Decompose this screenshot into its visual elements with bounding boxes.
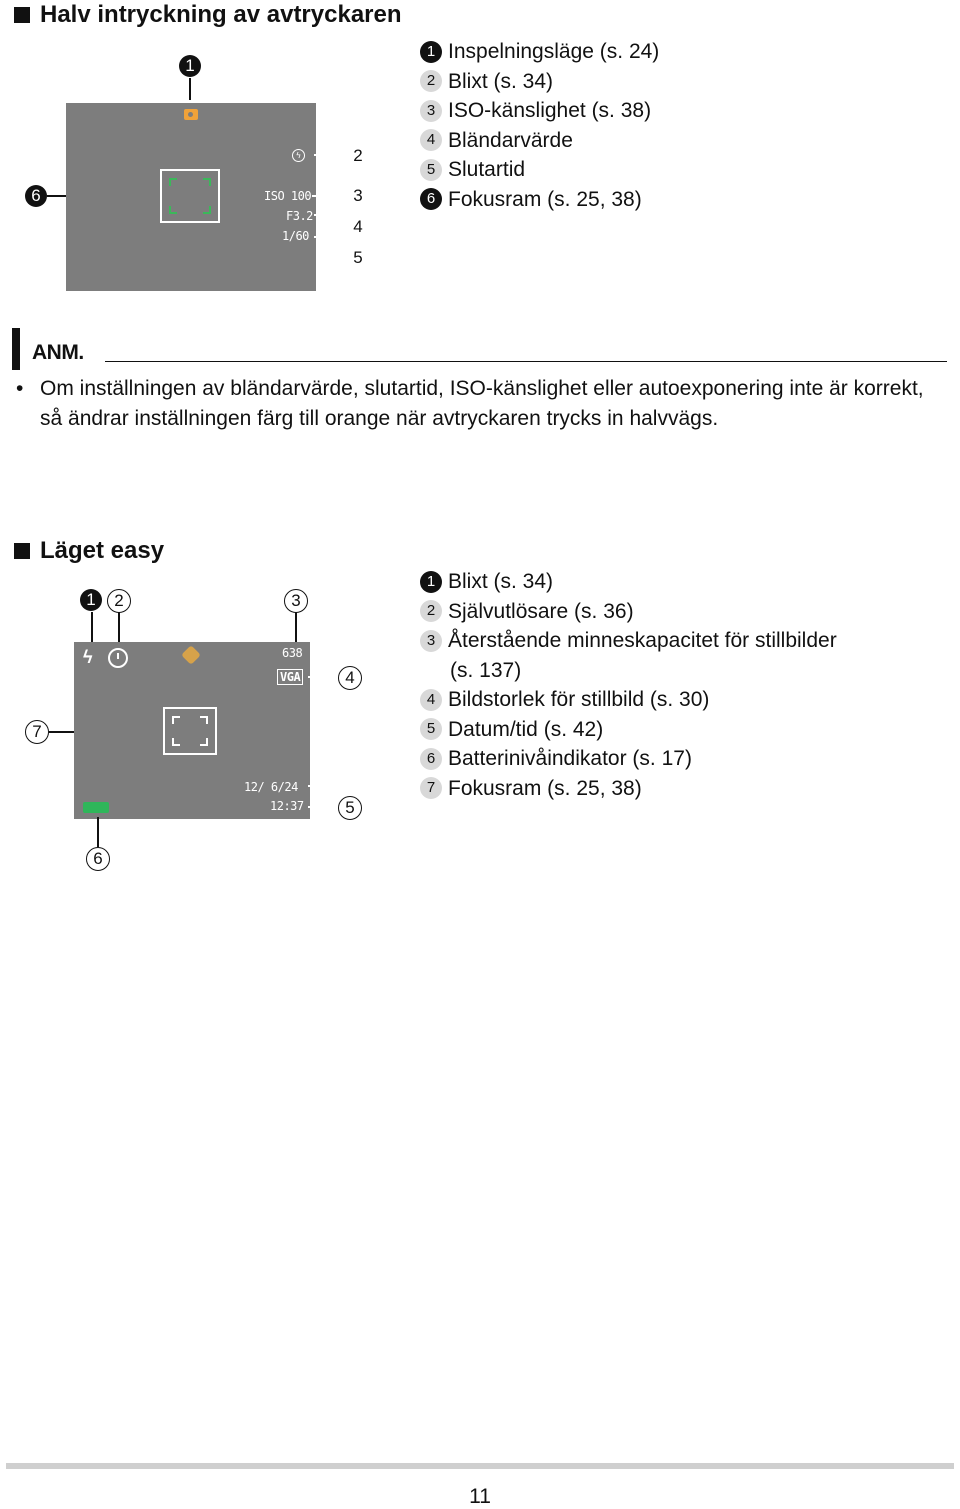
easy-mode-icon xyxy=(181,645,201,665)
easy-mode-diagram xyxy=(0,580,400,880)
focus-frame xyxy=(160,169,220,223)
callout-line xyxy=(189,78,191,100)
callout-5: 5 xyxy=(338,796,362,820)
section-heading-easy-mode xyxy=(14,536,164,566)
self-timer-icon xyxy=(108,648,128,668)
note-rule xyxy=(105,361,947,362)
legend-item: 4 Bildstorlek för stillbild (s. 30) xyxy=(420,685,837,715)
legend-item: 1 Inspelningsläge (s. 24) xyxy=(420,37,659,67)
callout-4: 4 xyxy=(346,215,370,239)
image-size: VGA xyxy=(277,669,303,685)
flash-icon: ϟ xyxy=(83,647,93,667)
legend-item-continued: (s. 137) xyxy=(450,658,522,682)
battery-icon xyxy=(83,802,109,813)
flash-icon: ϟ xyxy=(292,149,305,162)
callout-3: 3 xyxy=(284,589,308,613)
camera-screen xyxy=(66,103,316,291)
page-number: 11 xyxy=(469,1485,491,1508)
time-readout: 12:37 xyxy=(270,799,304,813)
legend-item: 4 Bländarvärde xyxy=(420,126,659,156)
legend-item: 3 Återstående minneskapacitet för stillbilder xyxy=(420,626,837,656)
callout-3: 3 xyxy=(346,184,370,208)
legend-item: 5 Slutartid xyxy=(420,155,659,185)
callout-6: 6 xyxy=(86,847,110,871)
callout-1: 1 xyxy=(179,55,201,77)
note-text: Om inställningen av bländarvärde, slutartid, ISO-känslighet eller autoexponering inte är korrekt, så ändrar inställningen färg till orange när avtryckaren trycks in halvvägs. xyxy=(40,377,924,430)
camera-mode-icon xyxy=(184,109,198,120)
heading-text: Läget easy xyxy=(40,537,165,564)
legend-item: 6 Fokusram (s. 25, 38) xyxy=(420,185,659,215)
note-bar-icon xyxy=(12,328,20,370)
legend-item: 3 ISO-känslighet (s. 38) xyxy=(420,96,659,126)
legend-easy-mode xyxy=(420,567,837,803)
callout-2: 2 xyxy=(346,144,370,168)
aperture-readout: F3.2 xyxy=(286,209,313,223)
callout-4: 4 xyxy=(338,666,362,690)
half-press-diagram xyxy=(0,40,400,300)
shutter-readout: 1/60 xyxy=(282,229,309,243)
callout-7: 7 xyxy=(25,720,49,744)
note-label: ANM. xyxy=(32,341,84,364)
camera-screen xyxy=(74,642,310,819)
date-readout: 12/ 6/24 xyxy=(244,780,298,794)
legend-item: 5 Datum/tid (s. 42) xyxy=(420,715,837,745)
iso-readout: ISO 100 xyxy=(264,189,312,203)
square-bullet-icon xyxy=(14,543,30,559)
legend-half-press xyxy=(420,37,659,214)
legend-item: 2 Självutlösare (s. 36) xyxy=(420,597,837,627)
legend-item: 7 Fokusram (s. 25, 38) xyxy=(420,774,837,804)
focus-frame xyxy=(163,707,217,755)
legend-item: 2 Blixt (s. 34) xyxy=(420,67,659,97)
remaining-shots: 638 xyxy=(282,646,303,660)
legend-item: 1 Blixt (s. 34) xyxy=(420,567,837,597)
callout-1: 1 xyxy=(80,589,102,611)
note-bullet: • xyxy=(16,377,24,400)
heading-text: Halv intryckning av avtryckaren xyxy=(40,1,402,28)
footer-rule xyxy=(6,1463,954,1469)
callout-6: 6 xyxy=(25,185,47,207)
callout-5: 5 xyxy=(346,246,370,270)
section-heading-half-press xyxy=(14,0,402,30)
callout-2: 2 xyxy=(107,589,131,613)
square-bullet-icon xyxy=(14,7,30,23)
legend-item: 6 Batterinivåindikator (s. 17) xyxy=(420,744,837,774)
